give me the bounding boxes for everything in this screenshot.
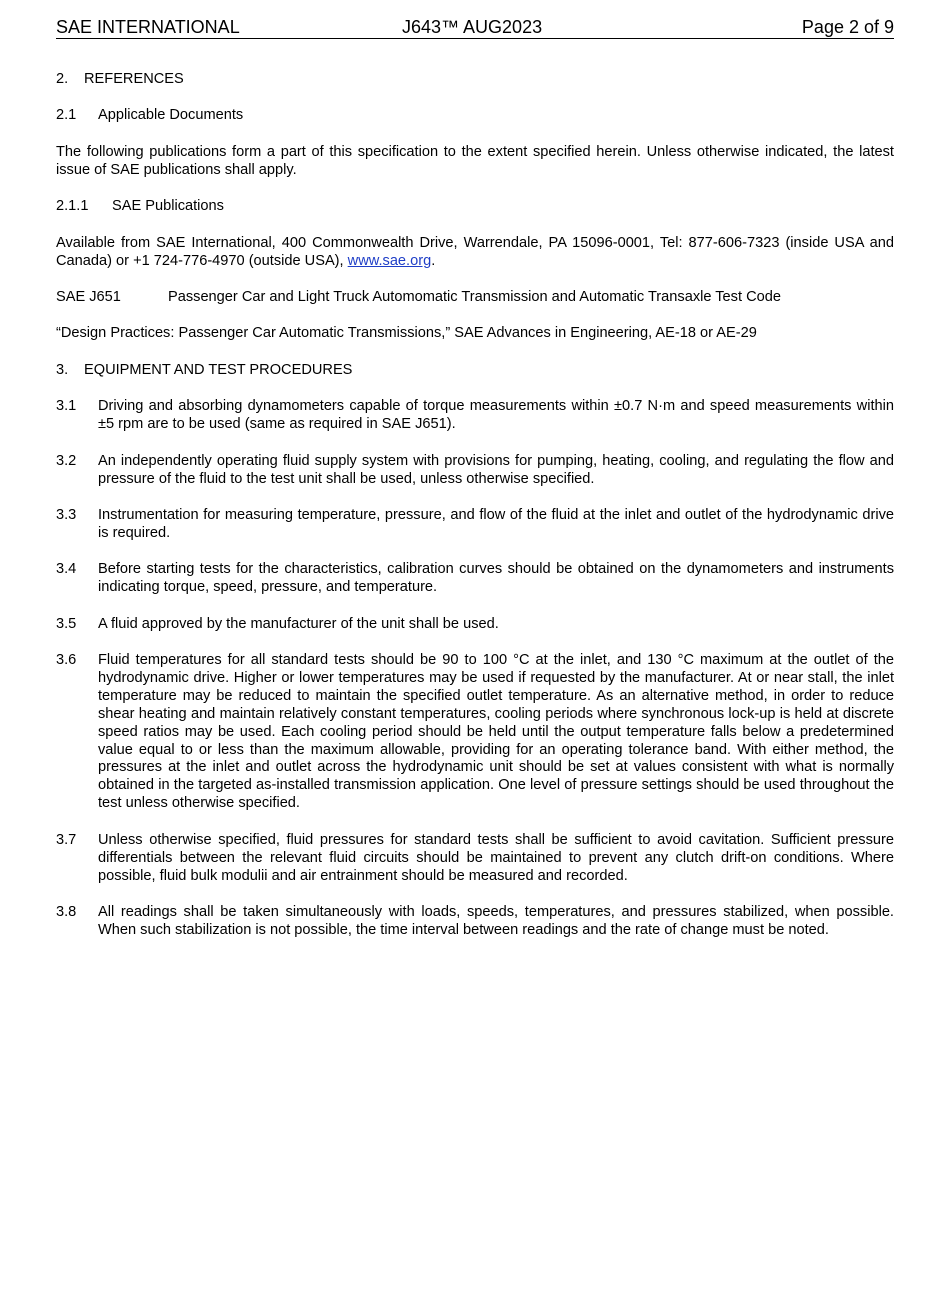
section-number: 2.1 xyxy=(56,107,77,123)
item-number: 3.6 xyxy=(56,652,77,668)
sae-website-link[interactable]: www.sae.org xyxy=(347,252,432,269)
header-page-number: Page 2 of 9 xyxy=(801,17,894,37)
page-header xyxy=(56,16,894,39)
item-text: Fluid temperatures for all standard tests should be 90 to 100 °C at the inlet, and 130 °C maximum at the outlet of the hydrodynamic drive. Higher or lower temperatures may be used if requested by the manufacturer. At or near stall, the inlet temperature may be reduced to maintain the specified outlet temperature. As an alternative method, in order to reduce shear heating and maintain relatively constant temperatures, cooling periods where synchronous lock-up is held at discrete speed ratios may be used. Each cooling period should be held until the output temperature falls below a predetermined value equal to or less than the maximum allowable, providing for an operating tolerance band. With either method, the pressures at the inlet and outlet across the hydrodynamic unit should be set at values consistent with what is normally obtained in the targeted as-installed transmission application. One level of pressure settings should be used throughout the test unless otherwise specified. xyxy=(98,652,894,812)
section-2-heading xyxy=(56,71,894,89)
applicable-documents-intro: The following publications form a part of this specification to the extent specified herein. Unless otherwise indicated, the latest issue of SAE publications shall apply. xyxy=(56,144,894,178)
section-2-1-heading xyxy=(56,107,894,125)
section-title: SAE Publications xyxy=(112,198,224,214)
availability-end: . xyxy=(431,252,436,269)
item-text: A fluid approved by the manufacturer of the unit shall be used. xyxy=(98,616,499,632)
item-text: Unless otherwise specified, fluid pressures for standard tests shall be sufficient to avoid cavitation. Sufficient pressure differentials between the relevant fluid circuits should be maintained to prevent any clutch drift-on conditions. Where possible, fluid bulk modulii and air entrainment should be measured and recorded. xyxy=(98,832,894,884)
item-text: All readings shall be taken simultaneously with loads, speeds, temperatures, and pressures stabilized, when possible. When such stabilization is not possible, the time interval between readings and the rate of change must be noted. xyxy=(98,904,894,938)
item-number: 3.3 xyxy=(56,507,77,523)
section-3-heading xyxy=(56,362,894,380)
item-text: Instrumentation for measuring temperature, pressure, and flow of the fluid at the inlet and outlet of the hydrodynamic drive is required. xyxy=(98,507,894,541)
availability-text: Available from SAE International, 400 Commonwealth Drive, Warrendale, PA 15096-0001, Tel: 877-606-7323 (inside USA and Canada) or +1 724-776-4970 (outside USA), xyxy=(56,235,894,269)
item-number: 3.4 xyxy=(56,561,77,577)
item-number: 3.5 xyxy=(56,616,77,632)
section-number: 3. xyxy=(56,362,69,378)
header-org: SAE INTERNATIONAL xyxy=(56,17,240,37)
item-number: 3.8 xyxy=(56,904,77,920)
section-title: Applicable Documents xyxy=(98,107,244,123)
reference-code: SAE J651 xyxy=(56,289,121,305)
design-practices-reference: “Design Practices: Passenger Car Automatic Transmissions,” SAE Advances in Engineering, AE-18 or AE-29 xyxy=(56,325,757,341)
item-text: Before starting tests for the characteristics, calibration curves should be obtained on the dynamometers and instruments indicating torque, speed, pressure, and temperature. xyxy=(98,561,894,595)
header-doc-id: J643™ AUG2023 xyxy=(402,17,543,37)
section-2-1-1-heading xyxy=(56,198,894,216)
section-number: 2. xyxy=(56,71,69,87)
section-title: EQUIPMENT AND TEST PROCEDURES xyxy=(84,362,353,378)
section-number: 2.1.1 xyxy=(56,198,89,214)
availability-paragraph xyxy=(56,235,894,271)
item-number: 3.2 xyxy=(56,453,77,469)
item-text: Driving and absorbing dynamometers capable of torque measurements within ±0.7 N·m and speed measurements within ±5 rpm are to be used (same as required in SAE J651). xyxy=(98,398,894,432)
section-title: REFERENCES xyxy=(84,71,184,87)
item-number: 3.1 xyxy=(56,398,77,414)
item-text: An independently operating fluid supply system with provisions for pumping, heating, cooling, and regulating the flow and pressure of the fluid to the test unit shall be used, unless otherwise specified. xyxy=(98,453,894,487)
item-number: 3.7 xyxy=(56,832,77,848)
reference-title: Passenger Car and Light Truck Automomatic Transmission and Automatic Transaxle Test Code xyxy=(168,289,781,305)
